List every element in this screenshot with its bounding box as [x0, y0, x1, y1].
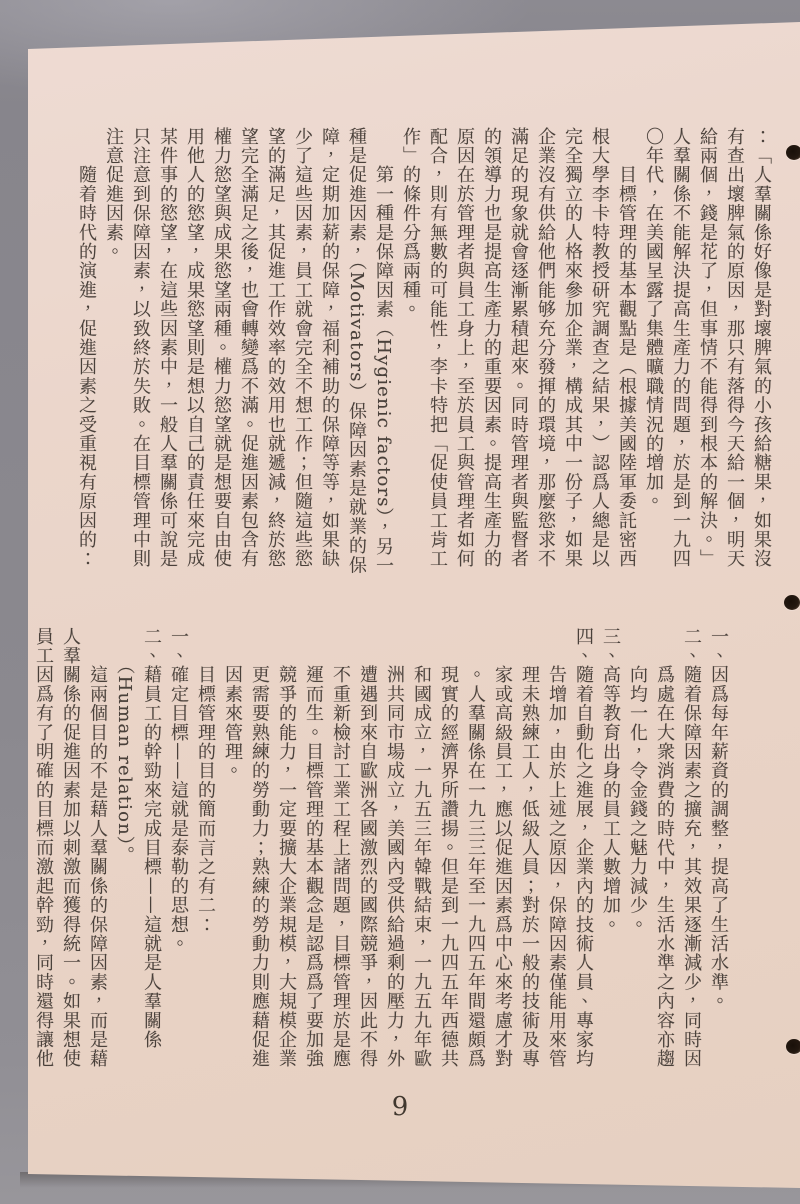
text-column: 爲處在大衆消費的時代中，生活水準之內容亦趨: [654, 627, 675, 1069]
page-number: 9: [391, 1092, 409, 1122]
text-column: 隨着時代的演進，促進因素之受重視有原因的：: [76, 127, 97, 569]
text-column: 和國成立，一九五三年韓戰結束，一九五九年歐: [411, 627, 432, 1069]
text-column: 洲共同市場成立，美國內受供給過剩的壓力，外: [384, 627, 405, 1069]
punch-hole-icon: [786, 1039, 800, 1054]
text-column: 〇年代，在美國呈露了集體曠職情況的增加。: [643, 127, 664, 511]
text-column: 注意促進因素。: [103, 127, 124, 262]
text-column: 因素來管理。: [222, 627, 243, 781]
text-column: 望的滿足，其促進工作效率的效用也就遞減，終於慾: [265, 127, 286, 569]
text-column: 只注意到保障因素，以致終於失敗。在目標管理中則: [130, 127, 151, 569]
text-column: 權力慾望與成果慾望兩種。權力慾望就是想要自由使: [211, 127, 232, 569]
text-column: 員工因爲有了明確的目標而激起幹勁，同時還得讓他: [33, 627, 54, 1069]
text-column: 競爭的能力，一定要擴大企業規模，大規模企業: [276, 627, 297, 1069]
text-column: 二、藉員工的幹勁來完成目標——這就是人羣關係: [141, 627, 162, 1050]
text-section-bottom: [30, 627, 732, 1079]
text-column: 第一種是保障因素（Hygienic factors），另一: [373, 127, 394, 576]
text-column: 滿足的現象就會逐漸累積起來。同時管理者與監督者: [508, 127, 529, 569]
text-column: 向均一化，令金錢之魅力減少。: [627, 627, 648, 935]
text-column: 二、隨着保障因素之擴充，其效果逐漸減少，同時因: [681, 627, 702, 1069]
text-column: 人羣關係不能解決提高生產力的問題，於是到一九四: [670, 127, 691, 569]
text-column: 遭遇到來自歐洲各國激烈的國際競爭，因此不得: [357, 627, 378, 1069]
text-column: 用他人的慾望，成果慾望則是想以自己的責任來完成: [184, 127, 205, 569]
text-column: 原因在於管理者與員工身上，至於員工與管理者如何: [454, 127, 475, 569]
text-section-top: [73, 127, 775, 579]
text-column: 少了這些因素，員工就會完全不想工作；但隨這些慾: [292, 127, 313, 569]
text-column: 告增加，由於上述之原因，保障因素僅能用來管: [546, 627, 567, 1069]
punch-hole-icon: [786, 145, 800, 160]
text-column: 障，定期加薪的保障，福利補助的保障等等，如果缺: [319, 127, 340, 569]
text-column: 。人羣關係在一九三三年至一九四五年間還頗爲: [465, 627, 486, 1069]
text-column: 這兩個目的不是藉人羣關係的保障因素，而是藉: [87, 627, 108, 1069]
text-column: 人羣關係的促進因素加以刺激而獲得統一。如果想使: [60, 627, 81, 1069]
text-column: 望完全滿足之後，也會轉變爲不滿。促進因素包含有: [238, 127, 259, 569]
text-column: 目標管理的目的簡而言之有二：: [195, 627, 216, 935]
text-column: 作」的條件分爲兩種。: [400, 127, 421, 319]
text-column: 運而生。目標管理的基本觀念是認爲爲了要加強: [303, 627, 324, 1069]
text-column: 給兩個，錢是花了，但事情不能得到根本的解決。」: [697, 127, 718, 569]
text-column: 目標管理的基本觀點是（根據美國陸軍委託密西: [616, 127, 637, 569]
text-column: 某件事的慾望，在這些因素中，一般人羣關係可說是: [157, 127, 178, 569]
text-column: 企業沒有供給他們能够充分發揮的環境，那麼慾求不: [535, 127, 556, 569]
text-column: 現實的經濟界所讚揚。但是到一九四五年西德共: [438, 627, 459, 1069]
text-column: 完全獨立的人格來參加企業，構成其中一份子，如果: [562, 127, 583, 569]
text-column: 三、高等教育出身的員工人數增加。: [600, 627, 621, 935]
text-column: 的領導力也是提高生產力的重要因素。提高生產力的: [481, 127, 502, 569]
text-column: 一、確定目標——這就是泰勒的思想。: [168, 627, 189, 954]
text-column: 更需要熟練的勞動力；熟練的勞動力則應藉促進: [249, 627, 270, 1069]
text-column: 有查出壞脾氣的原因，那只有落得今天給一個，明天: [724, 127, 745, 569]
text-column: 不重新檢討工業工程上諸問題，目標管理於是應: [330, 627, 351, 1069]
text-column: 種是促進因素，（Motivators）保障因素是就業的保: [346, 127, 367, 575]
punch-hole-icon: [784, 595, 800, 610]
text-column: 家或高級員工，應以促進因素爲中心來考慮才對: [492, 627, 513, 1069]
text-column: 理未熟練工人，低級人員；對於一般的技術及專: [519, 627, 540, 1069]
text-column: 一、因爲每年薪資的調整，提高了生活水準。: [708, 627, 729, 1011]
text-column: 四、隨着自動化之進展，企業內的技術人員、專家均: [573, 627, 594, 1069]
text-column: 根大學李卡特教授研究調查之結果，）認爲人總是以: [589, 127, 610, 569]
text-column: ：「人羣關係好像是對壞脾氣的小孩給糖果，如果沒: [751, 127, 772, 569]
text-column: 配合，則有無數的可能性，李卡特把「促使員工肯工: [427, 127, 448, 569]
text-column: （Human relation）。: [114, 627, 135, 866]
